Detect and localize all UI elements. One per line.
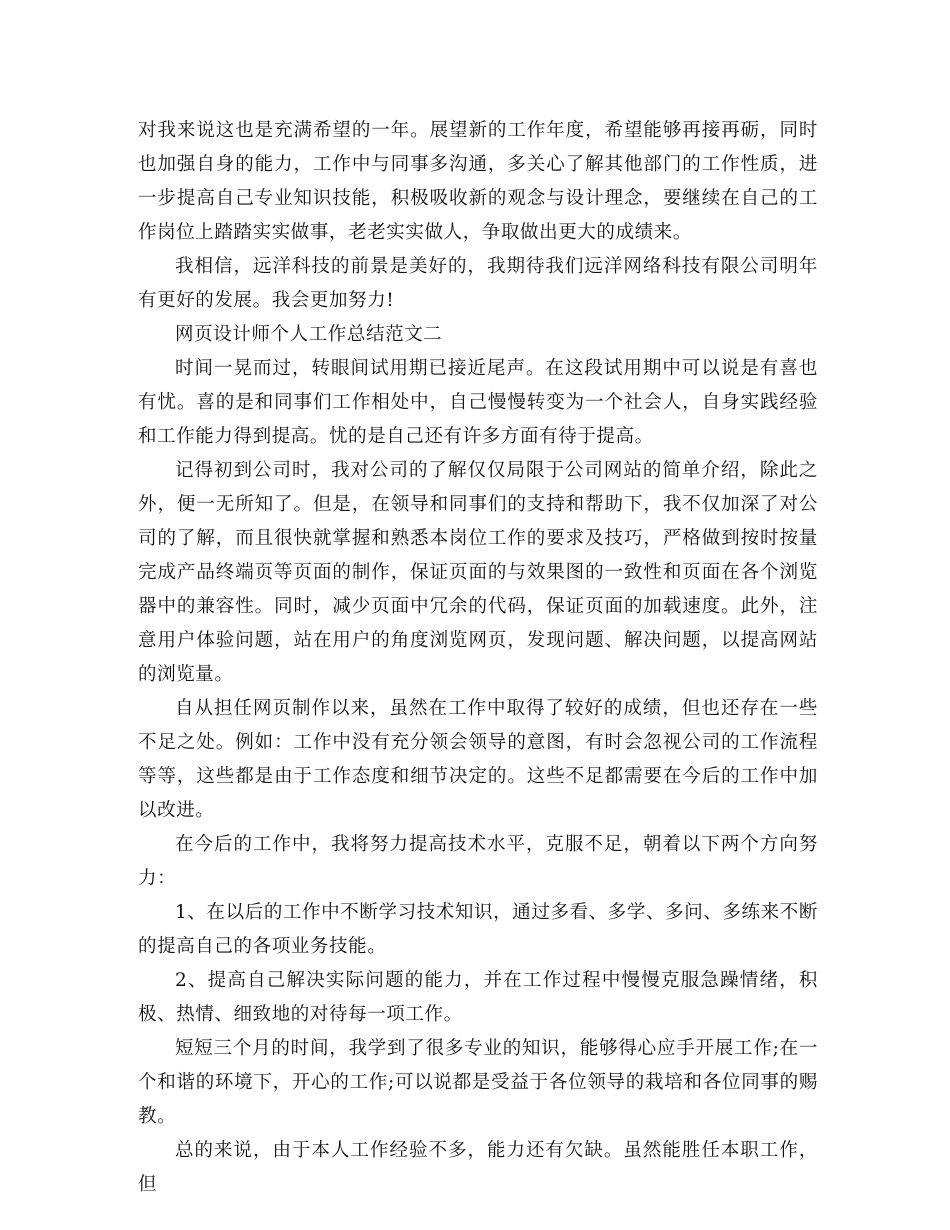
paragraph: 在今后的工作中，我将努力提高技术水平，克服不足，朝着以下两个方向努力：	[138, 834, 818, 889]
paragraph: 短短三个月的时间，我学到了很多专业的知识，能够得心应手开展工作;在一个和谐的环境下，开心的工作;可以说都是受益于各位领导的栽培和各位同事的赐教。	[138, 1038, 818, 1127]
document-body	[138, 114, 818, 1202]
paragraph: 自从担任网页制作以来，虽然在工作中取得了较好的成绩，但也还存在一些不足之处。例如：工作中没有充分领会领导的意图，有时会忽视公司的工作流程等等，这些都是由于工作态度和细节决定的。这些不足都需要在今后的工作中加以改进。	[138, 698, 818, 821]
section-heading: 网页设计师个人工作总结范文二	[175, 324, 443, 345]
paragraph: 时间一晃而过，转眼间试用期已接近尾声。在这段试用期中可以说是有喜也有忧。喜的是和同事们工作相处中，自己慢慢转变为一个社会人，自身实践经验和工作能力得到提高。忧的是自己还有许多方面有待于提高。	[138, 358, 818, 447]
paragraph: 我相信，远洋科技的前景是美好的，我期待我们远洋网络科技有限公司明年有更好的发展。我会更加努力!	[138, 256, 818, 311]
list-item: 1、在以后的工作中不断学习技术知识，通过多看、多学、多问、多练来不断的提高自己的各项业务技能。	[138, 902, 818, 957]
paragraph: 记得初到公司时，我对公司的了解仅仅局限于公司网站的简单介绍，除此之外，便一无所知了。但是，在领导和同事们的支持和帮助下，我不仅加深了对公司的了解，而且很快就掌握和熟悉本岗位工作的要求及技巧，严格做到按时按量完成产品终端页等页面的制作，保证页面的与效果图的一致性和页面在各个浏览器中的兼容性。同时，减少页面中冗余的代码，保证页面的加载速度。此外，注意用户体验问题，站在用户的角度浏览网页，发现问题、解决问题，以提高网站的浏览量。	[138, 460, 818, 685]
list-item: 2、提高自己解决实际问题的能力，并在工作过程中慢慢克服急躁情绪，积极、热情、细致地的对待每一项工作。	[138, 970, 818, 1025]
paragraph: 总的来说，由于本人工作经验不多，能力还有欠缺。虽然能胜任本职工作，但	[138, 1140, 818, 1195]
paragraph-continuation: 对我来说这也是充满希望的一年。展望新的工作年度，希望能够再接再砺，同时也加强自身的能力，工作中与同事多沟通，多关心了解其他部门的工作性质，进一步提高自己专业知识技能，积极吸收新的观念与设计理念，要继续在自己的工作岗位上踏踏实实做事，老老实实做人，争取做出更大的成绩来。	[138, 120, 818, 243]
